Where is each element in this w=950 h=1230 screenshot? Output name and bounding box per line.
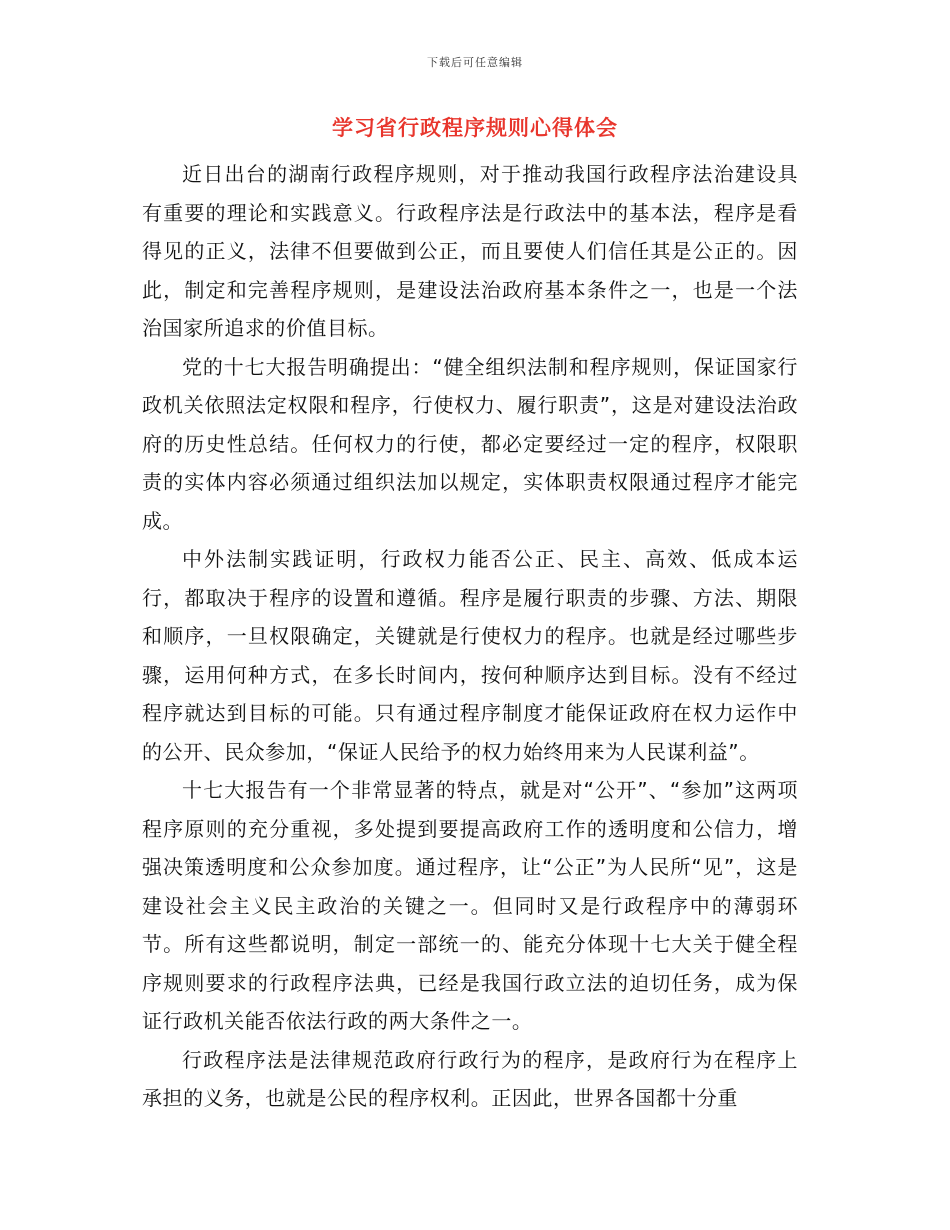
paragraph-1: 近日出台的湖南行政程序规则，对于推动我国行政程序法治建设具有重要的理论和实践意义。行政程序法是行政法中的基本法，程序是看得见的正义，法律不但要做到公正，而且要使人们信任其是公正的。因此，制定和完善程序规则，是建设法治政府基本条件之一，也是一个法治国家所追求的价值目标。 (142, 162, 798, 340)
paragraph-4: 十七大报告有一个非常显著的特点，就是对“公开”、“参加”这两项程序原则的充分重视，多处提到要提高政府工作的透明度和公信力，增强决策透明度和公众参加度。通过程序，让“公正”为人民所“见”，这是建设社会主义民主政治的关键之一。但同时又是行政程序中的薄弱环节。所有这些都说明，制定一部统一的、能充分体现十七大关于健全程序规则要求的行政程序法典，已经是我国行政立法的迫切任务，成为保证行政机关能否依法行政的两大条件之一。 (142, 778, 798, 1033)
document-body (142, 155, 798, 1118)
document-title: 学习省行政程序规则心得体会 (332, 116, 618, 140)
paragraph-2: 党的十七大报告明确提出：“健全组织法制和程序规则，保证国家行政机关依照法定权限和程序，行使权力、履行职责”，这是对建设法治政府的历史性总结。任何权力的行使，都必定要经过一定的程序，权限职责的实体内容必须通过组织法加以规定，实体职责权限通过程序才能完成。 (142, 354, 798, 533)
header-note: 下载后可任意编辑 (427, 56, 523, 69)
paragraph-5: 行政程序法是法律规范政府行政行为的程序，是政府行为在程序上承担的义务，也就是公民的程序权利。正因此，世界各国都十分重 (142, 1047, 798, 1110)
paragraph-3: 中外法制实践证明，行政权力能否公正、民主、高效、低成本运行，都取决于程序的设置和遵循。程序是履行职责的步骤、方法、期限和顺序，一旦权限确定，关键就是行使权力的程序。也就是经过哪些步骤，运用何种方式，在多长时间内，按何种顺序达到目标。没有不经过程序就达到目标的可能。只有通过程序制度才能保证政府在权力运作中的公开、民众参加，“保证人民给予的权力始终用来为人民谋利益”。 (142, 547, 798, 764)
